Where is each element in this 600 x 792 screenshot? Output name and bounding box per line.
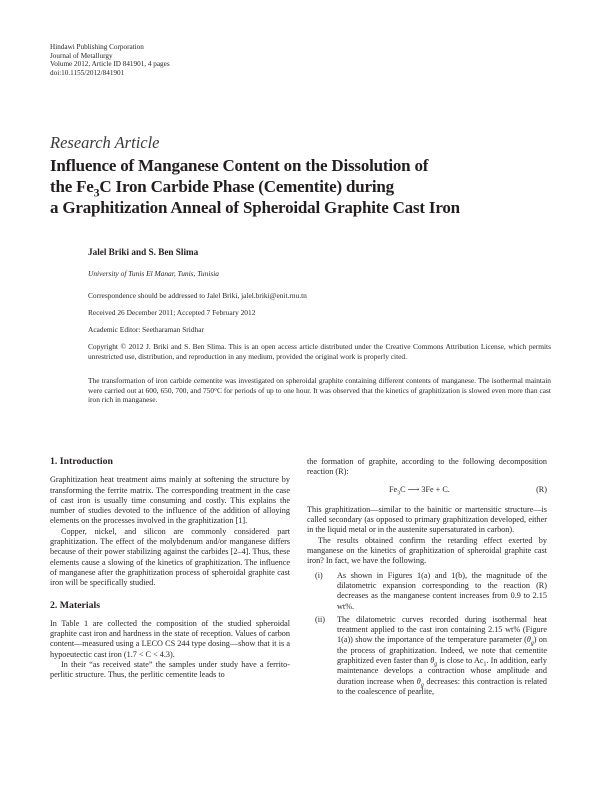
list-item-1: (i) As shown in Figures 1(a) and 1(b), the magnitude of the dilatometric expansion corresponding to the reaction (R) decreases as the manganese content increases from 0.9 to 2.15 wt%. [315, 570, 547, 611]
materials-paragraph-1: In Table 1 are collected the composition of the studied spheroidal graphite cast iron and hardness in the state of reception. Values of carbon content—measured using a LECO CS 244 type dosing—show that it is a hypoeutectic cast iron (1.7 < C < 4.3). [50, 618, 290, 659]
publisher: Hindawi Publishing Corporation [50, 43, 144, 51]
title-line-3: a Graphitization Anneal of Spheroidal Graphite Cast Iron [50, 198, 460, 217]
copyright-notice: Copyright © 2012 J. Briki and S. Ben Slima. This is an open access article distributed under the Creative Commons Attribution License, which permits unrestricted use, distribution, and reproduction in any medium, provided the original work is properly cited. [88, 342, 551, 361]
received-dates: Received 26 December 2011; Accepted 7 February 2012 [88, 308, 256, 317]
section-title-introduction: 1. Introduction [50, 456, 113, 467]
list-item-2: (ii) The dilatometric curves recorded during isothermal heat treatment applied to the cast iron containing 2.15 wt% (Figure 1(a)) show the importance of the temperature parameter $(\theta_g)$ on the process of graphitization. Indeed, we note that cementite graphitized even faster than $\theta_g$ is close to $Ac_1$. In addition, early maintenance develops a contraction whose amplitude and duration increase when $\theta_g$ decreases: this contraction is related to the coalescence of pearlite, [315, 614, 548, 696]
affiliation: University of Tunis El Manar, Tunis, Tunisia [88, 269, 219, 278]
right-paragraph-3: The results obtained confirm the retarding effect exerted by manganese on the kinetics of graphitization of spheroidal graphite cast iron? In fact, we have the following. [307, 535, 547, 566]
title-line-1: Influence of Manganese Content on the Dissolution of [50, 156, 429, 175]
title-line-2: the $Fe_3C$ Iron Carbide Phase (Cementite) during [50, 177, 394, 200]
right-paragraph-2: This graphitization—similar to the bainitic or martensitic structure—is called secondary (as opposed to primary graphitization developed, either in the liquid metal or in the austenite supersaturated in carbon). [307, 504, 547, 535]
authors: Jalel Briki and S. Ben Slima [88, 247, 199, 257]
equation-label: (R) [536, 484, 547, 494]
volume-line: Volume 2012, Article ID 841901, 4 pages [50, 60, 170, 69]
intro-paragraph-2: Copper, nickel, and silicon are commonly considered part graphitization. The effect of the molybdenum and/or manganese differs because of their power stabilizing against the carbides [2–4]. Thus, these elements cause a slowing of the kinetics of graphitization. The influence of manganese after the graphitization process of spheroidal graphite cast iron will be specifically studied. [50, 526, 290, 588]
left-column [50, 457, 290, 681]
journal-name: Journal of Metallurgy [50, 51, 113, 60]
publication-info [50, 43, 170, 77]
reaction-equation [307, 485, 547, 495]
equation-expression: $Fe_3C$ ⟶ 3Fe + C. [389, 484, 450, 497]
doi: doi:10.1155/2012/841901 [50, 68, 125, 77]
intro-paragraph-1: Graphitization heat treatment aims mainly at softening the structure by transforming the ferrite matrix. The corresponding treatment in the case of cast iron is usually time consuming and costly. This explains the number of studies devoted to the influence of the addition of alloying elements on the processes involved in the graphitization [1]. [50, 475, 290, 526]
abstract: The transformation of iron carbide cementite was investigated on spheroidal graphite containing different contents of manganese. The isothermal maintain were carried out at 600, 650, 700, and 750°C for periods of up to one hour. It was observed that the kinetics of graphitization is slowed even more than cast iron rich in manganese. [88, 376, 551, 405]
paper-title [50, 155, 570, 218]
section-title-materials: 2. Materials [50, 599, 101, 611]
academic-editor: Academic Editor: Seetharaman Sridhar [88, 325, 204, 334]
materials-paragraph-2: In their “as received state” the samples under study have a ferrito-perlitic structure. Thus, the perlitic cementite leads to [50, 660, 290, 680]
article-type: Research Article [50, 133, 160, 152]
correspondence: Correspondence should be addressed to Jalel Briki, jalel.briki@enit.rnu.tn [88, 291, 307, 300]
right-column [307, 457, 547, 697]
right-paragraph-1: the formation of graphite, according to the following decomposition reaction (R): [307, 457, 547, 477]
